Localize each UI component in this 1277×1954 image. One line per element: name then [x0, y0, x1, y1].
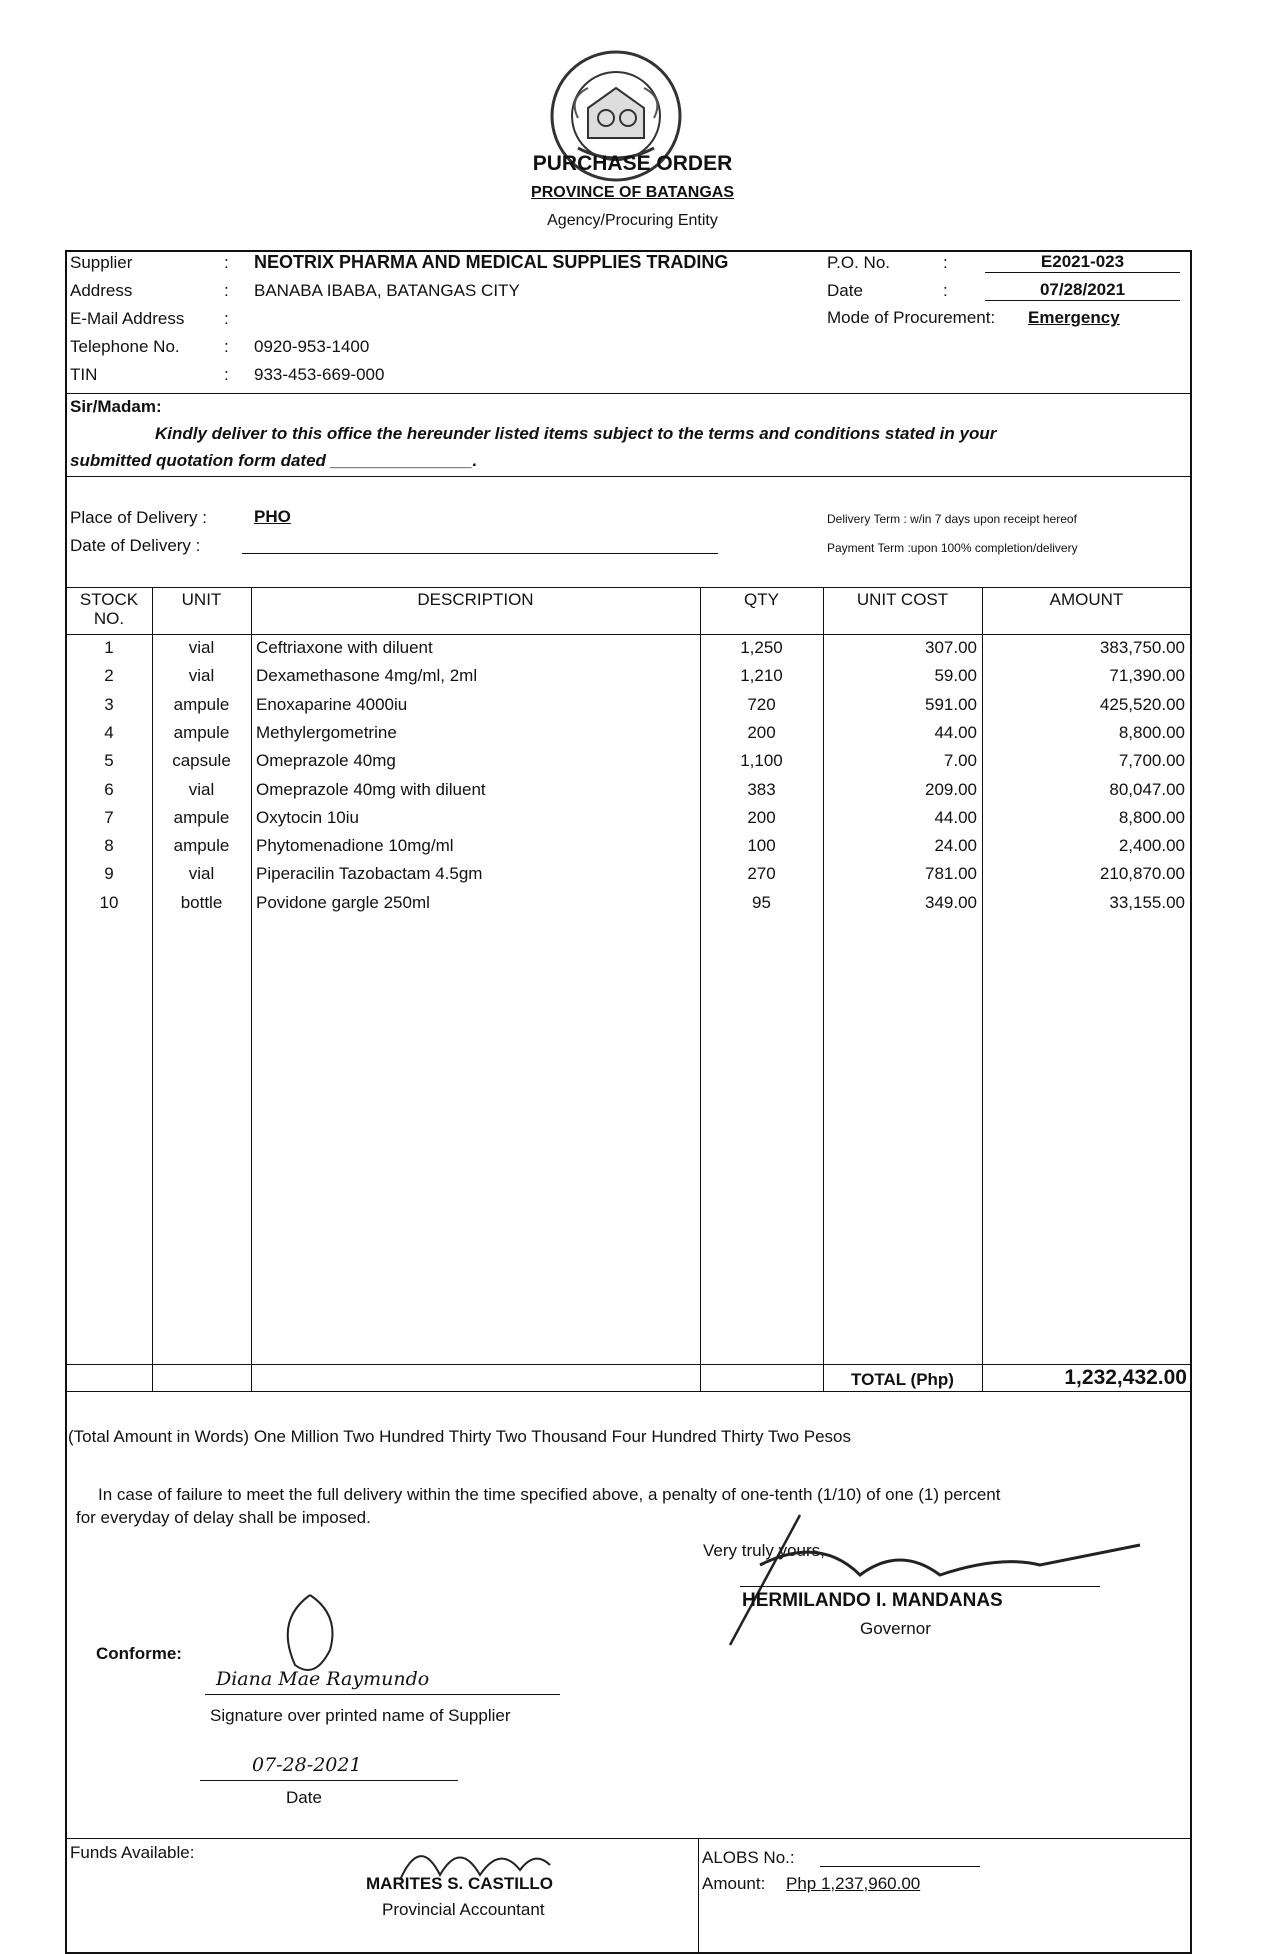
amount-in-words: (Total Amount in Words) One Million Two Hundred Thirty Two Thousand Four Hundred Thirty Two Pesos [68, 1427, 852, 1446]
supplier-name: NEOTRIX PHARMA AND MEDICAL SUPPLIES TRADING [254, 252, 729, 272]
table-cell-unit: ampule [173, 807, 230, 827]
funds-available-label: Funds Available: [70, 1843, 195, 1862]
delivery-term: Delivery Term : w/in 7 days upon receipt hereof [827, 512, 1077, 526]
table-cell-unit: ampule [173, 836, 230, 856]
table-cell-desc: Dexamethasone 4mg/ml, 2ml [256, 666, 478, 686]
table-cell-cost: 591.00 [925, 694, 977, 714]
col-qty-header: QTY [744, 590, 779, 609]
col-description-header: DESCRIPTION [417, 590, 534, 609]
table-cell-cost: 781.00 [925, 864, 977, 884]
table-cell-desc: Piperacilin Tazobactam 4.5gm [256, 864, 483, 884]
table-cell-qty: 100 [747, 836, 776, 856]
accountant-title: Provincial Accountant [382, 1900, 545, 1919]
date-of-delivery-label: Date of Delivery : [70, 536, 201, 555]
table-cell-unit: vial [188, 779, 215, 799]
table-cell-cost: 349.00 [925, 892, 977, 912]
table-cell-desc: Enoxaparine 4000iu [256, 694, 408, 714]
supplier-signed-date: 07-28-2021 [252, 1754, 362, 1776]
table-cell-no: 1 [104, 638, 114, 657]
place-of-delivery-label: Place of Delivery : [70, 508, 207, 527]
mode-label: Mode of Procurement: [827, 308, 996, 327]
supplier-signature-caption: Signature over printed name of Supplier [210, 1706, 511, 1725]
address-value: BANABA IBABA, BATANGAS CITY [254, 281, 520, 300]
entity-caption: Agency/Procuring Entity [547, 212, 718, 229]
po-form-frame [65, 250, 1192, 1954]
table-cell-qty: 1,250 [740, 638, 783, 657]
letter-line2: submitted quotation form dated _______________. [70, 451, 478, 470]
tin-value: 933-453-669-000 [254, 365, 385, 384]
table-cell-amount: 2,400.00 [1118, 836, 1185, 856]
supplier-signature-loop [270, 1590, 350, 1680]
table-cell-amount: 33,155.00 [1109, 892, 1185, 912]
table-cell-no: 9 [104, 864, 114, 884]
supplier-signed-name: Diana Mae Raymundo [216, 1668, 430, 1690]
table-cell-no: 8 [104, 836, 114, 856]
table-cell-cost: 44.00 [934, 807, 977, 827]
table-cell-no: 10 [99, 892, 119, 912]
table-cell-desc: Ceftriaxone with diluent [256, 638, 433, 657]
table-cell-desc: Omeprazole 40mg with diluent [256, 779, 486, 799]
date-label: Date [827, 281, 863, 300]
table-cell-amount: 8,800.00 [1118, 807, 1185, 827]
very-truly-yours: Very truly yours, [703, 1541, 825, 1560]
table-cell-unit: vial [188, 638, 215, 657]
penalty-line1: In case of failure to meet the full delivery within the time specified above, a penalty of one-tenth (1/10) of one (1) percent [98, 1485, 1001, 1504]
col-unit-header: UNIT [181, 590, 222, 609]
table-cell-desc: Omeprazole 40mg [256, 751, 396, 771]
table-cell-qty: 200 [747, 807, 776, 827]
table-cell-cost: 307.00 [925, 638, 977, 657]
address-label: Address [70, 281, 133, 300]
table-cell-unit: ampule [173, 722, 230, 742]
email-label: E-Mail Address [70, 309, 185, 328]
table-cell-unit: capsule [172, 751, 231, 771]
table-cell-qty: 95 [752, 892, 771, 912]
table-cell-no: 5 [104, 751, 114, 771]
procuring-entity: PROVINCE OF BATANGAS [531, 184, 734, 201]
table-cell-qty: 720 [747, 694, 776, 714]
table-cell-desc: Povidone gargle 250ml [256, 892, 430, 912]
alobs-label: ALOBS No.: [702, 1848, 795, 1867]
table-cell-amount: 80,047.00 [1109, 779, 1185, 799]
col-unit-cost-header: UNIT COST [856, 590, 949, 609]
accountant-name: MARITES S. CASTILLO [366, 1874, 553, 1893]
table-cell-amount: 71,390.00 [1109, 666, 1185, 686]
payment-term: Payment Term :upon 100% completion/delivery [827, 541, 1078, 555]
tin-label: TIN [70, 365, 98, 384]
amount-label: Amount: [702, 1874, 766, 1893]
table-cell-cost: 209.00 [925, 779, 977, 799]
table-cell-no: 3 [104, 694, 114, 714]
po-no-label: P.O. No. [827, 253, 890, 272]
table-cell-cost: 7.00 [943, 751, 977, 771]
po-no-value: E2021-023 [985, 252, 1180, 273]
table-cell-qty: 270 [747, 864, 776, 884]
table-cell-qty: 1,100 [740, 751, 783, 771]
table-cell-amount: 7,700.00 [1118, 751, 1185, 771]
date-caption: Date [286, 1788, 322, 1807]
letter-line1: Kindly deliver to this office the hereunder listed items subject to the terms and conditions stated in your [155, 424, 997, 443]
col-stock-header: STOCK NO. [79, 590, 139, 628]
table-cell-cost: 24.00 [934, 836, 977, 856]
total-label: TOTAL (Php) [851, 1370, 954, 1389]
table-cell-desc: Methylergometrine [256, 722, 397, 742]
table-cell-cost: 59.00 [934, 666, 977, 686]
table-cell-no: 7 [104, 807, 114, 827]
table-cell-no: 2 [104, 666, 114, 686]
alobs-amount-value: Php 1,237,960.00 [786, 1874, 921, 1893]
table-cell-amount: 8,800.00 [1118, 722, 1185, 742]
table-cell-unit: vial [188, 864, 215, 884]
place-of-delivery-value: PHO [254, 507, 291, 526]
mode-value: Emergency [1028, 308, 1120, 327]
supplier-label: Supplier [70, 253, 133, 272]
governor-name: HERMILANDO I. MANDANAS [742, 1590, 1003, 1611]
table-cell-qty: 200 [747, 722, 776, 742]
table-cell-qty: 383 [747, 779, 776, 799]
table-cell-no: 4 [104, 722, 114, 742]
salutation: Sir/Madam: [70, 397, 162, 416]
penalty-line2: for everyday of delay shall be imposed. [76, 1508, 371, 1527]
document-title: PURCHASE ORDER [532, 152, 733, 175]
col-amount-header: AMOUNT [1049, 590, 1124, 609]
table-cell-unit: bottle [180, 892, 223, 912]
table-cell-amount: 425,520.00 [1099, 694, 1185, 714]
conforme-label: Conforme: [96, 1644, 182, 1663]
governor-title: Governor [860, 1619, 931, 1638]
table-cell-qty: 1,210 [740, 666, 783, 686]
telephone-label: Telephone No. [70, 337, 180, 356]
telephone-value: 0920-953-1400 [254, 337, 370, 356]
table-cell-unit: ampule [173, 694, 230, 714]
table-cell-cost: 44.00 [934, 722, 977, 742]
table-cell-amount: 210,870.00 [1099, 864, 1185, 884]
table-cell-unit: vial [188, 666, 215, 686]
total-value: 1,232,432.00 [1064, 1366, 1187, 1389]
table-cell-amount: 383,750.00 [1099, 638, 1185, 657]
table-cell-desc: Oxytocin 10iu [256, 807, 359, 827]
date-value: 07/28/2021 [985, 280, 1180, 301]
table-cell-desc: Phytomenadione 10mg/ml [256, 836, 454, 856]
table-cell-no: 6 [104, 779, 114, 799]
date-of-delivery-line [242, 536, 718, 554]
